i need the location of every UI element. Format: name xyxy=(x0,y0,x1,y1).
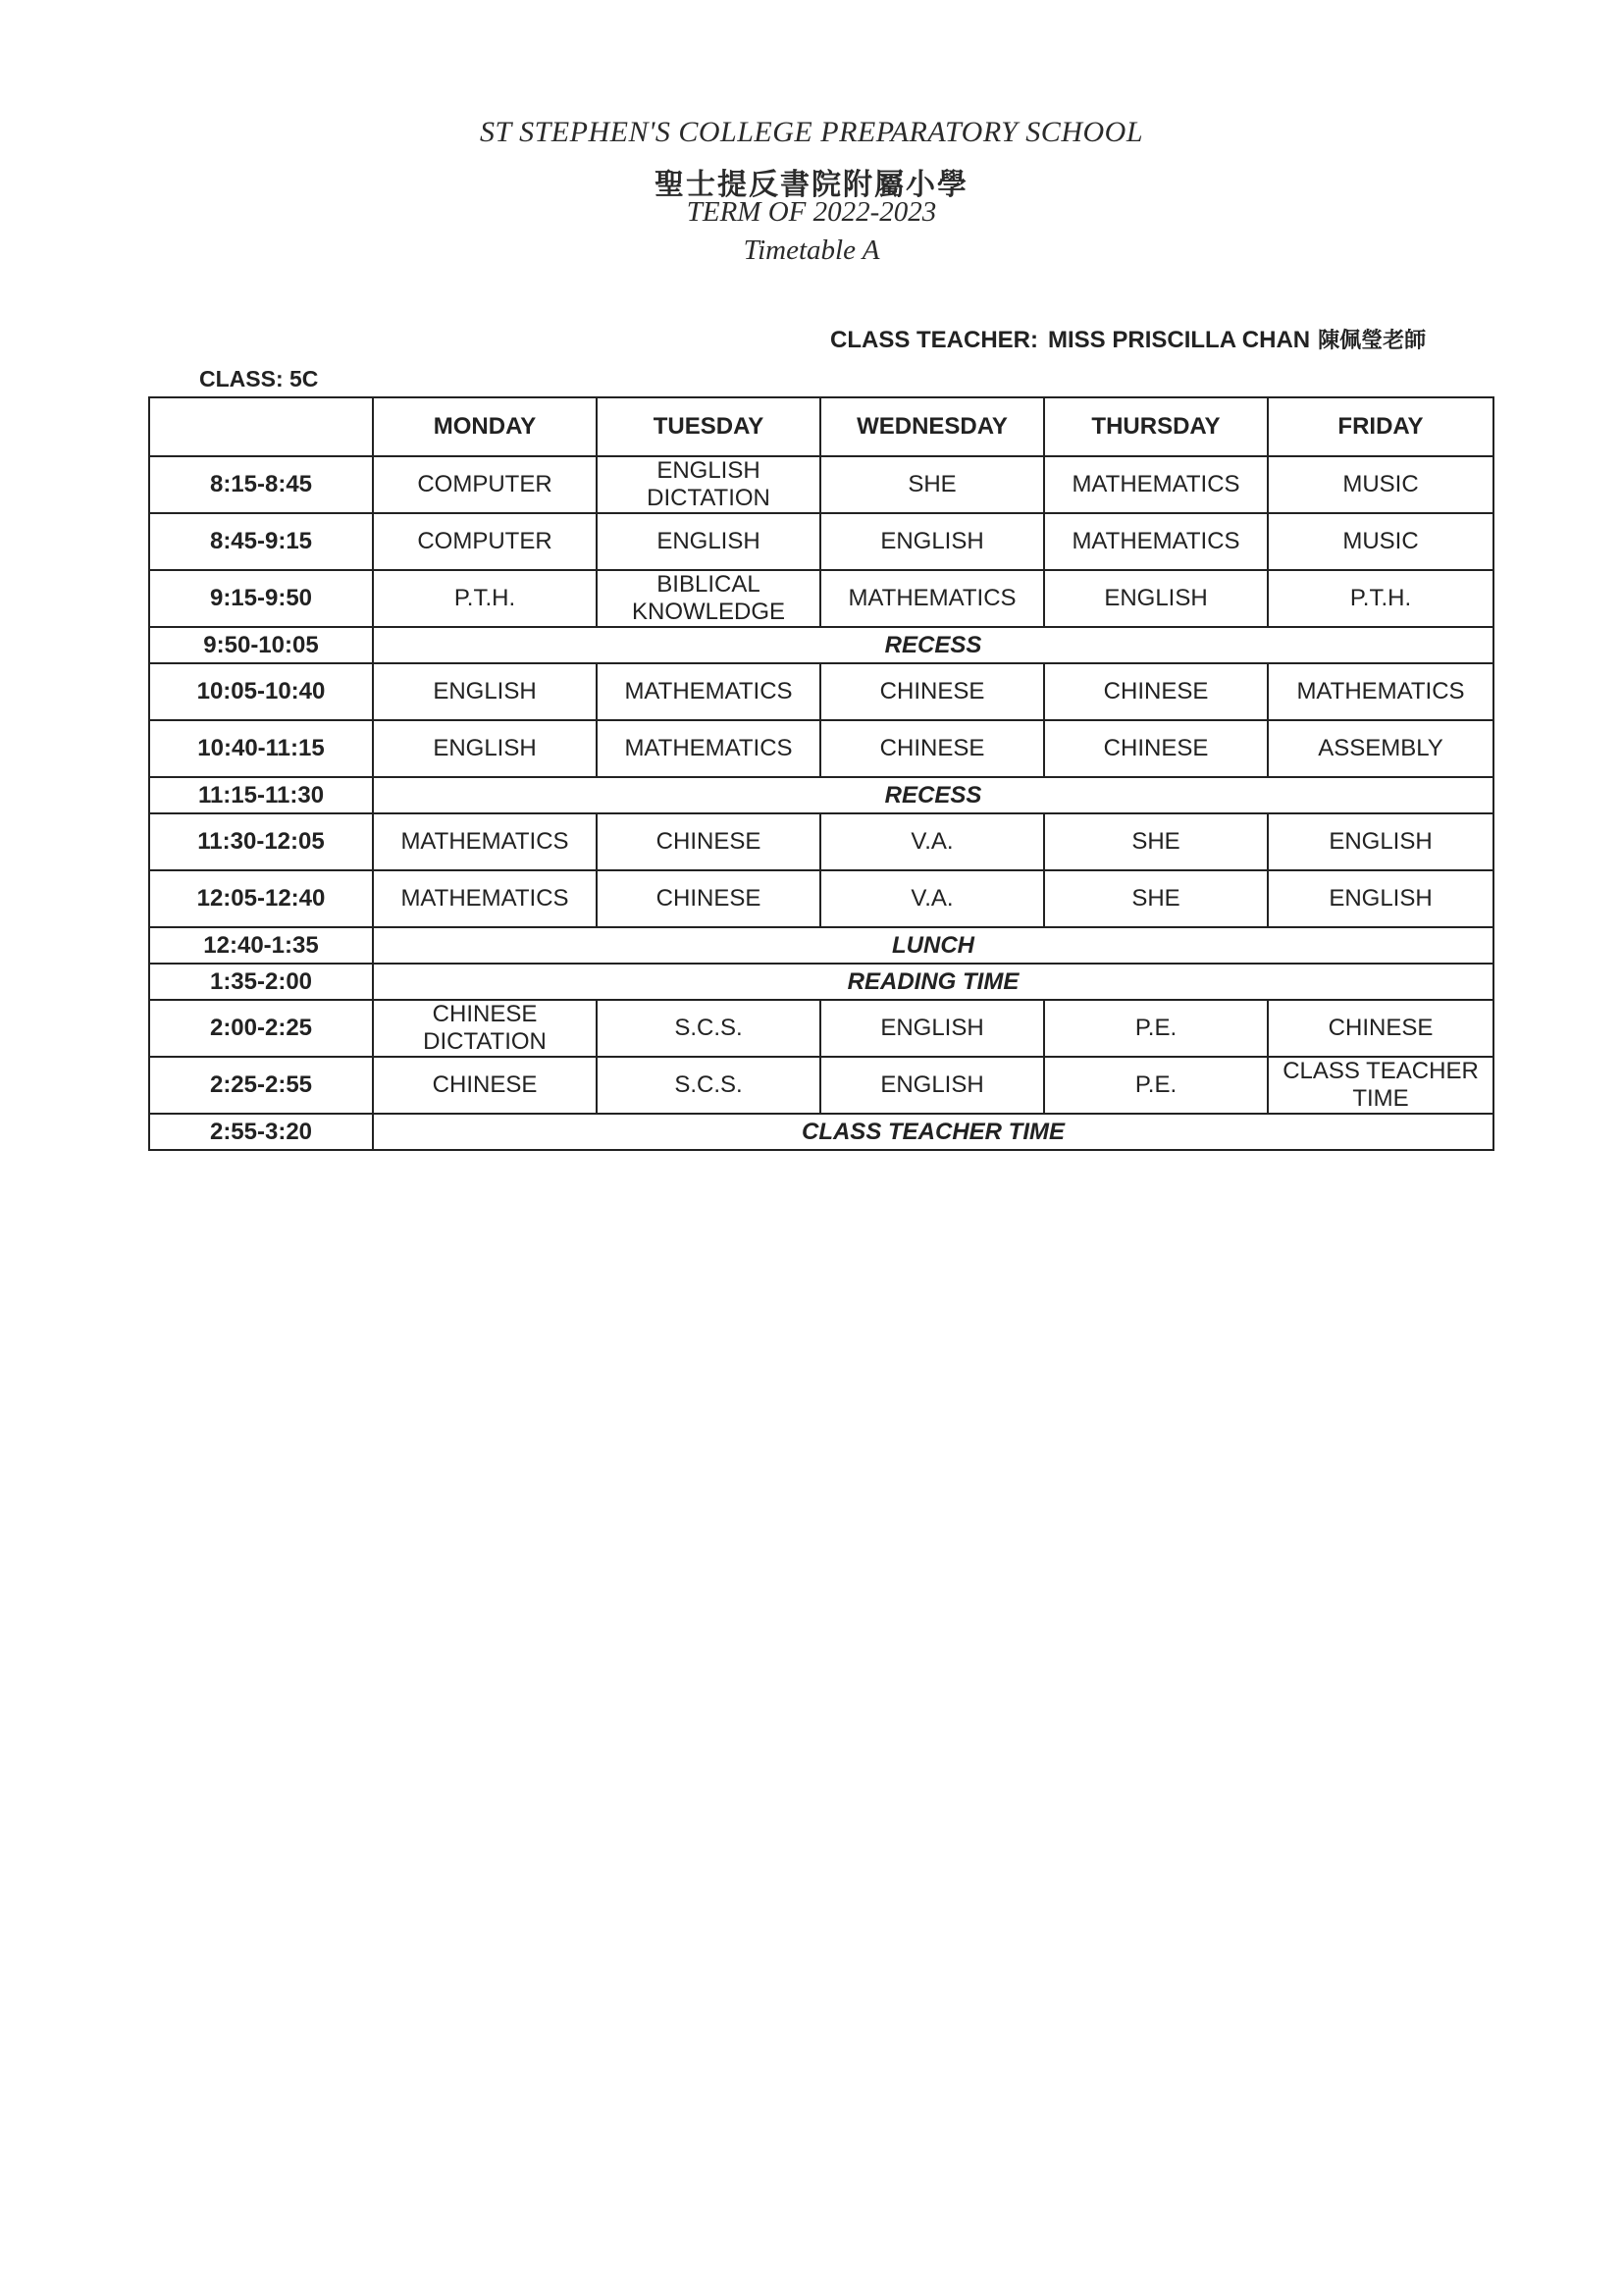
day-header-monday: MONDAY xyxy=(373,397,597,456)
class-label: CLASS: 5C xyxy=(199,366,319,391)
period-time: 11:30-12:05 xyxy=(149,813,373,870)
lesson-cell: MATHEMATICS xyxy=(1044,456,1268,513)
lesson-cell: CHINESE xyxy=(820,720,1044,777)
period-time: 2:25-2:55 xyxy=(149,1057,373,1114)
break-label: RECESS xyxy=(373,777,1493,813)
lesson-cell: MATHEMATICS xyxy=(597,663,820,720)
lesson-cell: CLASS TEACHER TIME xyxy=(1268,1057,1493,1114)
day-header-tuesday: TUESDAY xyxy=(597,397,820,456)
lesson-cell: ENGLISH xyxy=(1268,813,1493,870)
period-time: 1:35-2:00 xyxy=(149,964,373,1000)
class-teacher-label: CLASS TEACHER: xyxy=(830,327,1039,353)
period-time: 2:55-3:20 xyxy=(149,1114,373,1150)
lesson-cell: CHINESE xyxy=(597,813,820,870)
lesson-cell: CHINESE xyxy=(1044,720,1268,777)
day-header-wednesday: WEDNESDAY xyxy=(820,397,1044,456)
term-title: TERM OF 2022-2023 xyxy=(686,196,937,228)
break-row xyxy=(149,927,1493,964)
break-label: READING TIME xyxy=(373,964,1493,1000)
lesson-cell: MATHEMATICS xyxy=(597,720,820,777)
lesson-cell: P.E. xyxy=(1044,1057,1268,1114)
break-row xyxy=(149,1114,1493,1150)
lesson-cell: ENGLISH xyxy=(820,1057,1044,1114)
lesson-cell: MATHEMATICS xyxy=(373,813,597,870)
period-row xyxy=(149,513,1493,570)
lesson-cell: ENGLISH xyxy=(820,1000,1044,1057)
break-row xyxy=(149,627,1493,663)
day-header-thursday: THURSDAY xyxy=(1044,397,1268,456)
lesson-cell: ENGLISH xyxy=(373,663,597,720)
timetable-title: Timetable A xyxy=(743,235,880,266)
period-time: 9:50-10:05 xyxy=(149,627,373,663)
class-teacher-name: MISS PRISCILLA CHAN xyxy=(1048,327,1311,353)
period-time: 12:40-1:35 xyxy=(149,927,373,964)
period-time: 2:00-2:25 xyxy=(149,1000,373,1057)
lesson-cell: ENGLISH xyxy=(597,513,820,570)
lesson-cell: MUSIC xyxy=(1268,513,1493,570)
lesson-cell: P.T.H. xyxy=(373,570,597,627)
timetable xyxy=(148,396,1494,1151)
lesson-cell: CHINESE xyxy=(597,870,820,927)
lesson-cell: ENGLISH xyxy=(820,513,1044,570)
lesson-cell: S.C.S. xyxy=(597,1000,820,1057)
period-row xyxy=(149,456,1493,513)
class-teacher-chinese-name: 陳佩瑩老師 xyxy=(1318,328,1427,353)
period-row xyxy=(149,570,1493,627)
lesson-cell: P.T.H. xyxy=(1268,570,1493,627)
lesson-cell: MATHEMATICS xyxy=(373,870,597,927)
period-time: 12:05-12:40 xyxy=(149,870,373,927)
lesson-cell: ENGLISH xyxy=(1268,870,1493,927)
period-time: 10:40-11:15 xyxy=(149,720,373,777)
lesson-cell: MATHEMATICS xyxy=(1268,663,1493,720)
break-row xyxy=(149,964,1493,1000)
lesson-cell: ENGLISH xyxy=(373,720,597,777)
break-label: RECESS xyxy=(373,627,1493,663)
lesson-cell: SHE xyxy=(1044,870,1268,927)
lesson-cell: SHE xyxy=(1044,813,1268,870)
timetable-header-row xyxy=(149,397,1493,456)
lesson-cell: MUSIC xyxy=(1268,456,1493,513)
lesson-cell: S.C.S. xyxy=(597,1057,820,1114)
period-time: 9:15-9:50 xyxy=(149,570,373,627)
lesson-cell: MATHEMATICS xyxy=(820,570,1044,627)
period-time: 11:15-11:30 xyxy=(149,777,373,813)
lesson-cell: ENGLISH DICTATION xyxy=(597,456,820,513)
lesson-cell: CHINESE xyxy=(373,1057,597,1114)
lesson-cell: V.A. xyxy=(820,870,1044,927)
lesson-cell: P.E. xyxy=(1044,1000,1268,1057)
lesson-cell: SHE xyxy=(820,456,1044,513)
lesson-cell: BIBLICAL KNOWLEDGE xyxy=(597,570,820,627)
lesson-cell: COMPUTER xyxy=(373,513,597,570)
period-time: 10:05-10:40 xyxy=(149,663,373,720)
lesson-cell: V.A. xyxy=(820,813,1044,870)
class-teacher-line xyxy=(830,324,1426,354)
break-row xyxy=(149,777,1493,813)
period-row xyxy=(149,1000,1493,1057)
period-row xyxy=(149,813,1493,870)
break-label: LUNCH xyxy=(373,927,1493,964)
period-row xyxy=(149,720,1493,777)
day-header-friday: FRIDAY xyxy=(1268,397,1493,456)
period-time: 8:15-8:45 xyxy=(149,456,373,513)
period-time: 8:45-9:15 xyxy=(149,513,373,570)
school-name-chinese: 聖士提反書院附屬小學 xyxy=(654,168,969,202)
period-row xyxy=(149,1057,1493,1114)
corner-cell xyxy=(149,397,373,456)
lesson-cell: COMPUTER xyxy=(373,456,597,513)
period-row xyxy=(149,870,1493,927)
period-row xyxy=(149,663,1493,720)
school-name: ST STEPHEN'S COLLEGE PREPARATORY SCHOOL xyxy=(479,116,1143,148)
lesson-cell: CHINESE xyxy=(820,663,1044,720)
lesson-cell: CHINESE DICTATION xyxy=(373,1000,597,1057)
lesson-cell: MATHEMATICS xyxy=(1044,513,1268,570)
lesson-cell: ASSEMBLY xyxy=(1268,720,1493,777)
lesson-cell: ENGLISH xyxy=(1044,570,1268,627)
break-label: CLASS TEACHER TIME xyxy=(373,1114,1493,1150)
lesson-cell: CHINESE xyxy=(1268,1000,1493,1057)
lesson-cell: CHINESE xyxy=(1044,663,1268,720)
